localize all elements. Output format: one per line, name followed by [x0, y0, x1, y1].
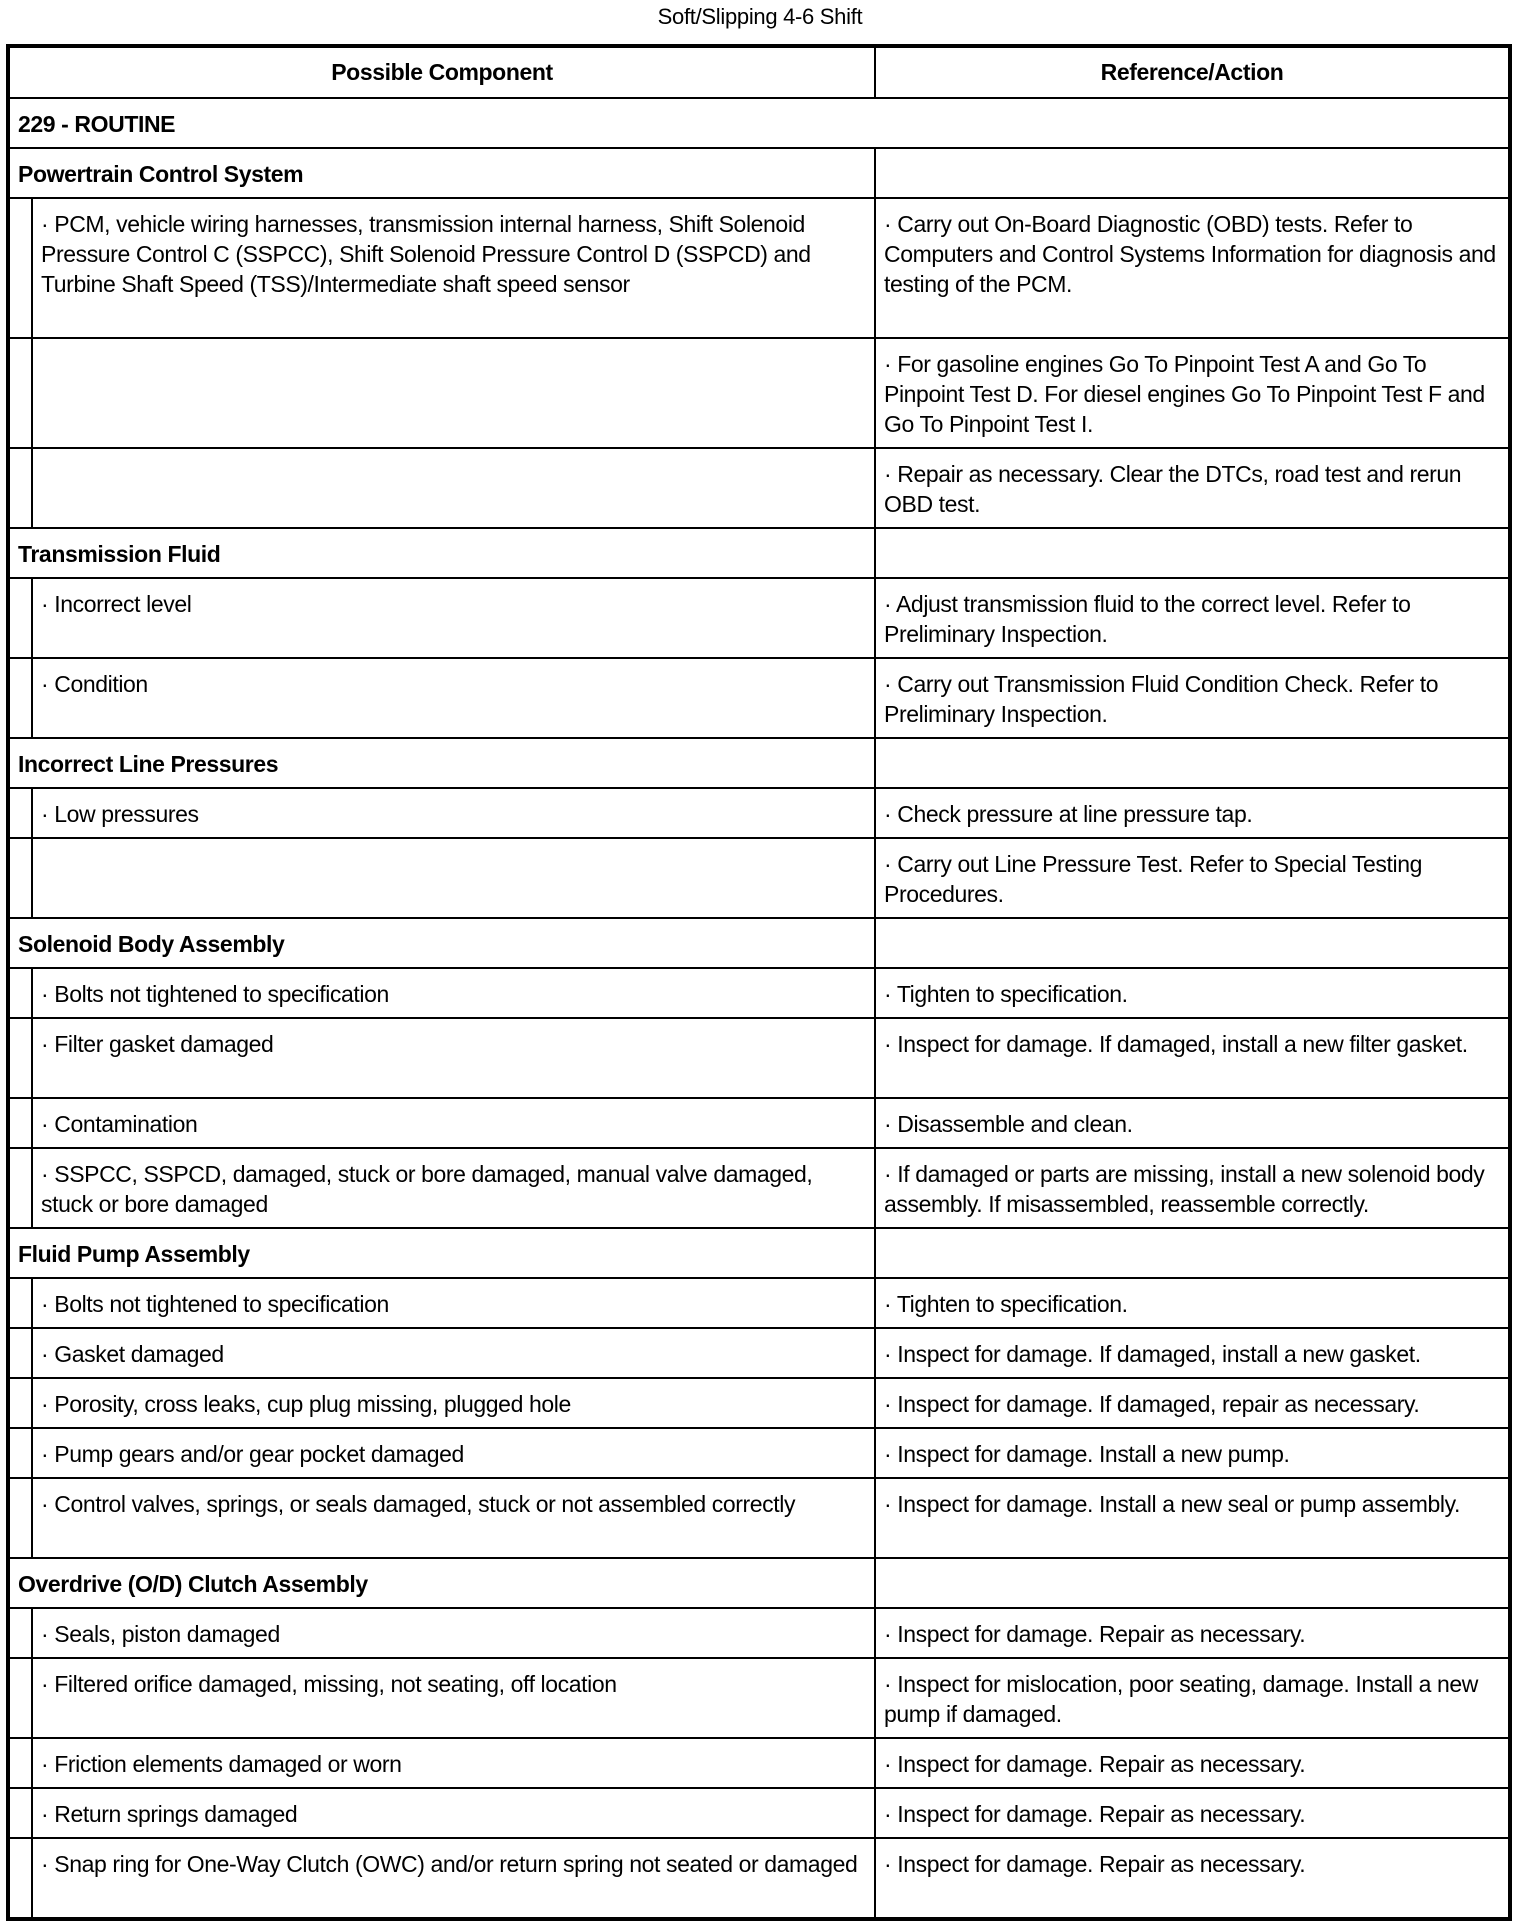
table-row: [8, 838, 1510, 918]
document-title: Soft/Slipping 4-6 Shift: [657, 4, 863, 29]
action-cell: · If damaged or parts are missing, install a new solenoid body assembly. If misassembled, reassemble correctly.: [875, 1148, 1510, 1228]
indent-cell: [8, 1378, 32, 1428]
component-cell: · Snap ring for One-Way Clutch (OWC) and/or return spring not seated or damaged: [32, 1838, 875, 1919]
indent-cell: [8, 1478, 32, 1558]
action-cell: · Inspect for damage. Install a new pump.: [875, 1428, 1510, 1478]
table-row: [8, 448, 1510, 528]
component-cell: · SSPCC, SSPCD, damaged, stuck or bore damaged, manual valve damaged, stuck or bore damaged: [32, 1148, 875, 1228]
action-cell: · Inspect for damage. If damaged, repair as necessary.: [875, 1378, 1510, 1428]
table-row: [8, 1018, 1510, 1098]
indent-cell: [8, 838, 32, 918]
section-action-empty: [875, 738, 1510, 788]
diagnosis-table: [6, 44, 1512, 1921]
indent-cell: [8, 1148, 32, 1228]
action-cell: · Inspect for mislocation, poor seating, damage. Install a new pump if damaged.: [875, 1658, 1510, 1738]
section-action-empty: [875, 528, 1510, 578]
indent-cell: [8, 1658, 32, 1738]
indent-cell: [8, 1838, 32, 1919]
action-cell: · Carry out Line Pressure Test. Refer to Special Testing Procedures.: [875, 838, 1510, 918]
section-row: [8, 738, 1510, 788]
action-cell: · Repair as necessary. Clear the DTCs, road test and rerun OBD test.: [875, 448, 1510, 528]
component-cell: · PCM, vehicle wiring harnesses, transmission internal harness, Shift Solenoid Pressure Control C (SSPCC), Shift Solenoid Pressure Control D (SSPCD) and Turbine Shaft Speed (TSS)/Intermediate shaft speed sensor: [32, 198, 875, 338]
header-reference-action: Reference/Action: [875, 46, 1510, 98]
action-cell: · Carry out On-Board Diagnostic (OBD) tests. Refer to Computers and Control Systems Information for diagnosis and testing of the PCM.: [875, 198, 1510, 338]
table-row: [8, 1658, 1510, 1738]
section-action-empty: [875, 1228, 1510, 1278]
table-header-row: [8, 46, 1510, 98]
indent-cell: [8, 1018, 32, 1098]
action-cell: · Inspect for damage. Install a new seal or pump assembly.: [875, 1478, 1510, 1558]
indent-cell: [8, 658, 32, 738]
table-row: [8, 968, 1510, 1018]
component-cell: · Control valves, springs, or seals damaged, stuck or not assembled correctly: [32, 1478, 875, 1558]
component-cell: · Gasket damaged: [32, 1328, 875, 1378]
table-row: [8, 198, 1510, 338]
section-incorrect-line-pressures: Incorrect Line Pressures: [8, 738, 875, 788]
indent-cell: [8, 338, 32, 448]
table-row: [8, 1428, 1510, 1478]
table-row: [8, 1608, 1510, 1658]
section-transmission-fluid: Transmission Fluid: [8, 528, 875, 578]
section-fluid-pump-assembly: Fluid Pump Assembly: [8, 1228, 875, 1278]
table-row: [8, 578, 1510, 658]
component-cell: · Seals, piston damaged: [32, 1608, 875, 1658]
indent-cell: [8, 1788, 32, 1838]
indent-cell: [8, 1738, 32, 1788]
component-cell: · Porosity, cross leaks, cup plug missing, plugged hole: [32, 1378, 875, 1428]
routine-row: [8, 98, 1510, 148]
indent-cell: [8, 448, 32, 528]
action-cell: · Adjust transmission fluid to the correct level. Refer to Preliminary Inspection.: [875, 578, 1510, 658]
section-row: [8, 148, 1510, 198]
component-cell: [32, 838, 875, 918]
table-row: [8, 1328, 1510, 1378]
component-cell: · Low pressures: [32, 788, 875, 838]
table-row: [8, 1788, 1510, 1838]
indent-cell: [8, 198, 32, 338]
section-row: [8, 918, 1510, 968]
indent-cell: [8, 1278, 32, 1328]
section-row: [8, 528, 1510, 578]
action-cell: · Inspect for damage. If damaged, install a new filter gasket.: [875, 1018, 1510, 1098]
component-cell: · Filter gasket damaged: [32, 1018, 875, 1098]
indent-cell: [8, 1428, 32, 1478]
table-row: [8, 338, 1510, 448]
table-row: [8, 658, 1510, 738]
component-cell: · Filtered orifice damaged, missing, not seating, off location: [32, 1658, 875, 1738]
indent-cell: [8, 788, 32, 838]
section-row: [8, 1558, 1510, 1608]
action-cell: · Inspect for damage. Repair as necessary.: [875, 1738, 1510, 1788]
indent-cell: [8, 1328, 32, 1378]
header-possible-component: Possible Component: [8, 46, 875, 98]
indent-cell: [8, 968, 32, 1018]
action-cell: · Disassemble and clean.: [875, 1098, 1510, 1148]
component-cell: · Pump gears and/or gear pocket damaged: [32, 1428, 875, 1478]
section-powertrain-control-system: Powertrain Control System: [8, 148, 875, 198]
section-solenoid-body-assembly: Solenoid Body Assembly: [8, 918, 875, 968]
component-cell: · Incorrect level: [32, 578, 875, 658]
component-cell: · Friction elements damaged or worn: [32, 1738, 875, 1788]
table-row: [8, 1278, 1510, 1328]
action-cell: · Inspect for damage. Repair as necessary.: [875, 1788, 1510, 1838]
action-cell: · Carry out Transmission Fluid Condition Check. Refer to Preliminary Inspection.: [875, 658, 1510, 738]
component-cell: · Bolts not tightened to specification: [32, 1278, 875, 1328]
table-row: [8, 1148, 1510, 1228]
indent-cell: [8, 578, 32, 658]
action-cell: · Inspect for damage. Repair as necessary.: [875, 1838, 1510, 1919]
section-overdrive-clutch-assembly: Overdrive (O/D) Clutch Assembly: [8, 1558, 875, 1608]
table-row: [8, 1838, 1510, 1919]
action-cell: · Inspect for damage. Repair as necessary.: [875, 1608, 1510, 1658]
indent-cell: [8, 1608, 32, 1658]
section-action-empty: [875, 148, 1510, 198]
action-cell: · Inspect for damage. If damaged, install a new gasket.: [875, 1328, 1510, 1378]
routine-label: 229 - ROUTINE: [8, 98, 1510, 148]
table-row: [8, 1738, 1510, 1788]
table-row: [8, 1478, 1510, 1558]
component-cell: [32, 338, 875, 448]
action-cell: · Tighten to specification.: [875, 968, 1510, 1018]
action-cell: · Check pressure at line pressure tap.: [875, 788, 1510, 838]
indent-cell: [8, 1098, 32, 1148]
section-row: [8, 1228, 1510, 1278]
component-cell: [32, 448, 875, 528]
action-cell: · Tighten to specification.: [875, 1278, 1510, 1328]
component-cell: · Return springs damaged: [32, 1788, 875, 1838]
table-row: [8, 1378, 1510, 1428]
action-cell: · For gasoline engines Go To Pinpoint Test A and Go To Pinpoint Test D. For diesel engines Go To Pinpoint Test F and Go To Pinpoint Test I.: [875, 338, 1510, 448]
component-cell: · Condition: [32, 658, 875, 738]
section-action-empty: [875, 1558, 1510, 1608]
component-cell: · Contamination: [32, 1098, 875, 1148]
section-action-empty: [875, 918, 1510, 968]
table-row: [8, 788, 1510, 838]
table-row: [8, 1098, 1510, 1148]
component-cell: · Bolts not tightened to specification: [32, 968, 875, 1018]
